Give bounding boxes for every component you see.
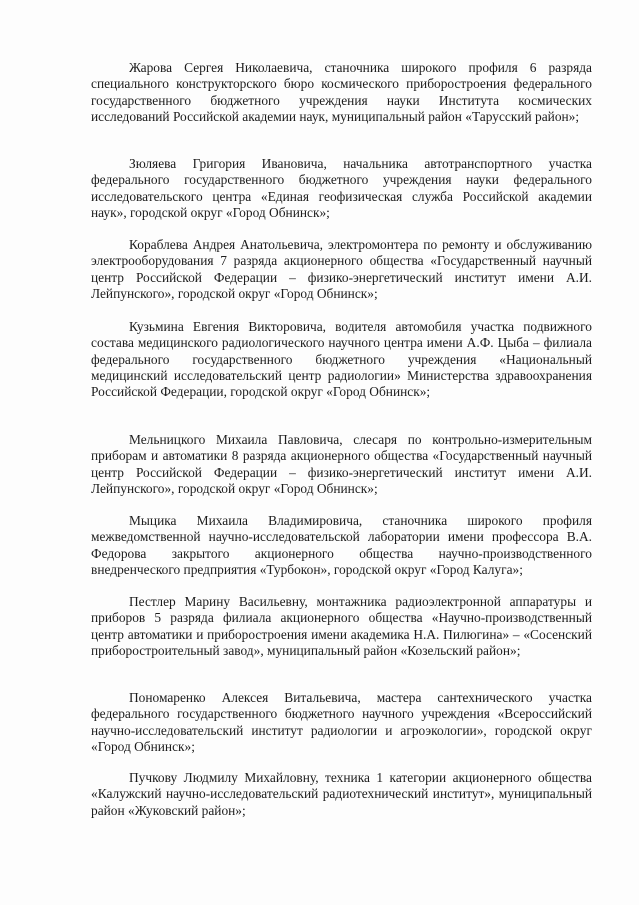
award-paragraph-ponomarenko: Пономаренко Алексея Витальевича, мастера сантехнического участка федерального государственного бюджетного научного учреждения «Всероссийский научно-исследовательский институт радиологии и агроэкологии», городской округ «Город Обнинск»; bbox=[91, 690, 592, 754]
award-paragraph-melnitsky: Мельницкого Михаила Павловича, слесаря по контрольно-измерительным приборам и автоматики 8 разряда акционерного общества «Государственный научный центр Российской Федерации – физико-энергетический институт имени А.И. Лейпунского», городской округ «Город Обнинск»; bbox=[91, 432, 592, 496]
award-paragraph-zharov: Жарова Сергея Николаевича, станочника широкого профиля 6 разряда специального конструкторского бюро космического приборостроения федерального государственного бюджетного учреждения науки Института космических исследований Российской академии наук, муниципальный район «Тарусский район»; bbox=[91, 60, 592, 124]
award-paragraph-pestler: Пестлер Марину Васильевну, монтажника радиоэлектронной аппаратуры и приборов 5 разряда филиала акционерного общества «Научно-производственный центр автоматики и приборостроения имени академика Н.А. Пилюгина» – «Сосенский приборостроительный завод», муниципальный район «Козельский район»; bbox=[91, 594, 592, 658]
award-paragraph-mytsik: Мыцика Михаила Владимировича, станочника широкого профиля межведомственной научно-исследовательской лаборатории имени профессора В.А. Федорова закрытого акционерного общества научно-производственного внедренческого предприятия «Турбокон», городской округ «Город Калуга»; bbox=[91, 513, 592, 577]
award-paragraph-zyulyaev: Зюляева Григория Ивановича, начальника автотранспортного участка федерального государственного бюджетного учреждения науки федерального исследовательского центра «Единая геофизическая служба Российской академии наук», городской округ «Город Обнинск»; bbox=[91, 156, 592, 220]
award-paragraph-puchkova: Пучкову Людмилу Михайловну, техника 1 категории акционерного общества «Калужский научно-исследовательский радиотехнический институт», муниципальный район «Жуковский район»; bbox=[91, 770, 592, 818]
award-paragraph-korablev: Кораблева Андрея Анатольевича, электромонтера по ремонту и обслуживанию электрооборудования 7 разряда акционерного общества «Государственный научный центр Российской Федерации – физико-энергетический институт имени А.И. Лейпунского», городской округ «Город Обнинск»; bbox=[91, 237, 592, 301]
award-paragraph-kuzmin: Кузьмина Евгения Викторовича, водителя автомобиля участка подвижного состава медицинского радиологического научного центра имени А.Ф. Цыба – филиала федерального государственного бюджетного учреждения «Национальный медицинский исследовательский центр радиологии» Министерства здравоохранения Российской Федерации, городской округ «Город Обнинск»; bbox=[91, 319, 592, 400]
